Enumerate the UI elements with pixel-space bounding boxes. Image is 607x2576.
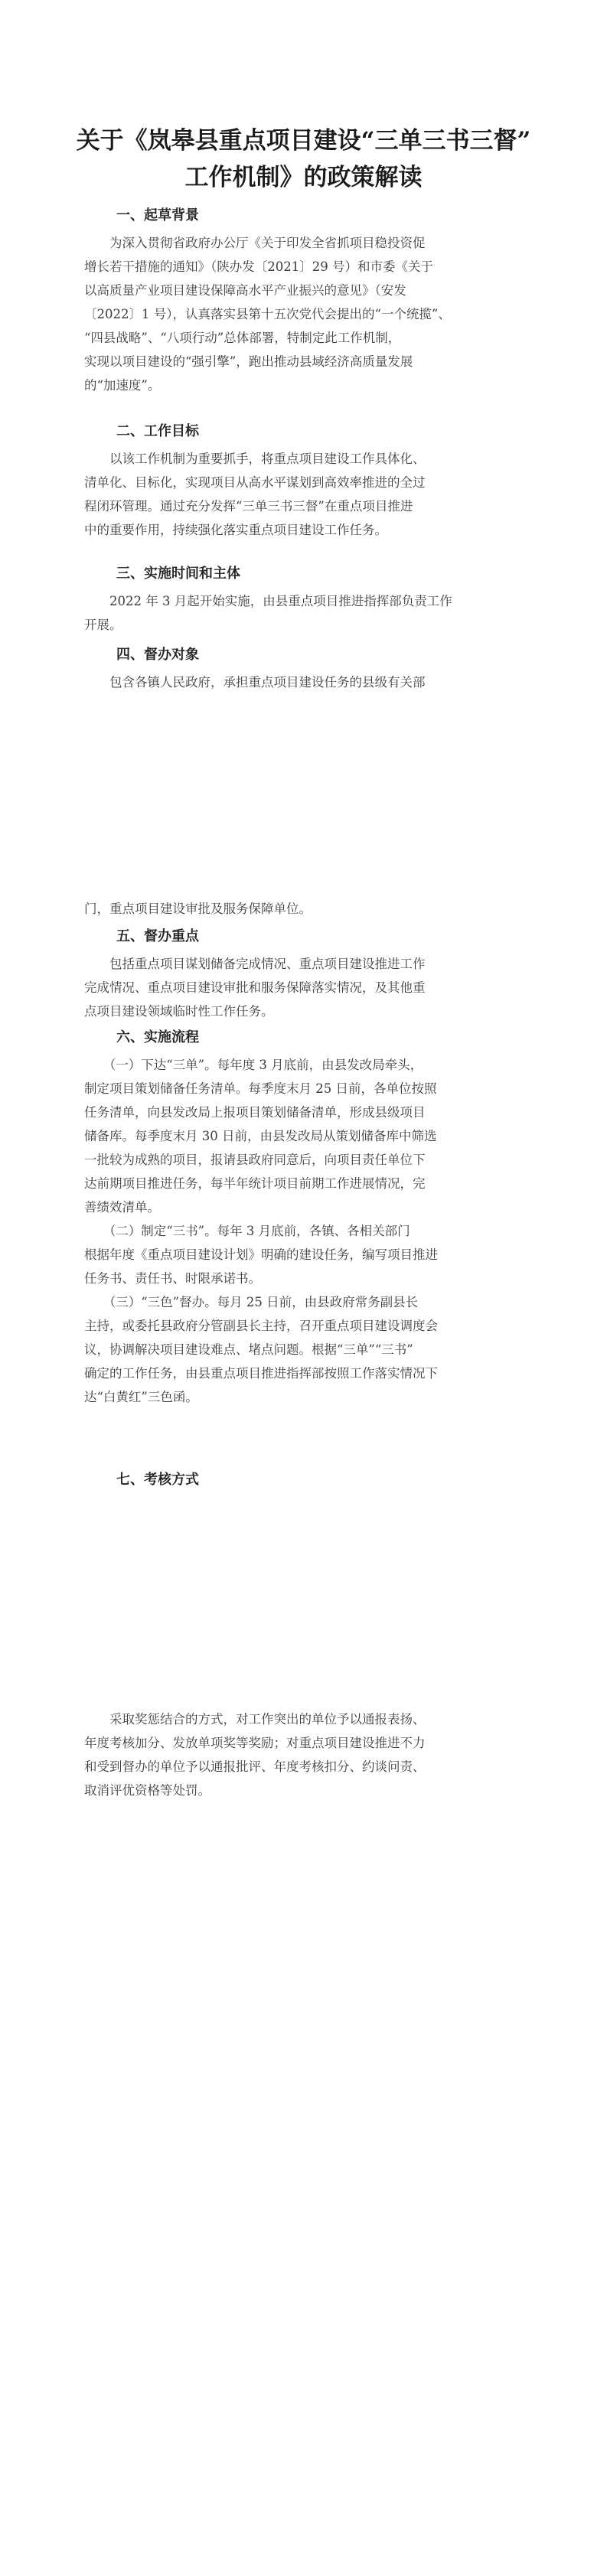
text-line: 以该工作机制为重要抓手，将重点项目建设工作具体化、: [84, 452, 426, 466]
text-line: 取消评优资格等处罚。: [84, 1783, 210, 1798]
text-line: 确定的工作任务，由县重点项目推进指挥部按照工作落实情况下: [84, 1366, 438, 1381]
paragraph-goals: [84, 447, 528, 542]
heading-focus: 五、督办重点: [116, 928, 199, 944]
text-line: 制定项目策划储备任务清单。每季度末月 25 日前，各单位按照: [84, 1081, 437, 1096]
text-line: 和受到督办的单位予以通报批评、年度考核扣分、约谈问责、: [84, 1759, 426, 1774]
text-line: 清单化、目标化，实现项目从高水平谋划到高效率推进的全过: [84, 475, 426, 490]
text-line: 中的重要作用，持续强化落实重点项目建设工作任务。: [84, 523, 387, 537]
text-line: 包括重点项目谋划储备完成情况、重点项目建设推进工作: [84, 957, 426, 971]
text-line: 达前期项目推进任务，每半年统计项目前期工作进展情况，完: [84, 1176, 426, 1191]
heading-assessment: 七、考核方式: [116, 1472, 199, 1488]
text-line: 实现以项目建设的“强引擎”，跑出推动县域经济高质量发展: [84, 354, 413, 369]
paragraph-focus: [84, 952, 528, 1023]
text-line: 议，协调解决项目建设难点、堵点问题。根据“三单”“三书”: [84, 1342, 413, 1357]
heading-targets: 四、督办对象: [116, 647, 199, 663]
text-line: （三）“三色”督办。每月 25 日前，由县政府常务副县长: [84, 1295, 419, 1309]
text-line: 增长若干措施的通知》（陕办发〔2021〕29 号）和市委《关于: [84, 259, 433, 274]
text-line: 善绩效清单。: [84, 1200, 160, 1215]
paragraph-targets-part1: [84, 670, 528, 694]
text-line: 任务清单，向县发改局上报项目策划储备清单，形成县级项目: [84, 1105, 426, 1120]
text-line: 达“白黄红”三色函。: [84, 1390, 198, 1404]
paragraph-background: [84, 231, 528, 397]
text-line: 一批较为成熟的项目，报请县政府同意后，向项目责任单位下: [84, 1153, 426, 1167]
document-title: [61, 122, 546, 196]
heading-process: 六、实施流程: [116, 1029, 199, 1045]
text-line: “四县战略”、“八项行动”总体部署，特制定此工作机制，: [84, 331, 401, 345]
text-line: 任务书、责任书、时限承诺书。: [84, 1271, 261, 1286]
text-line: 完成情况、重点项目建设审批和服务保障落实情况，及其他重: [84, 980, 426, 995]
text-line: 储备库。每季度末月 30 日前，由县发改局从策划储备库中筛选: [84, 1129, 437, 1143]
text-line: 为深入贯彻省政府办公厅《关于印发全省抓项目稳投资促: [84, 236, 426, 250]
text-line: 包含各镇人民政府，承担重点项目建设任务的县级有关部: [84, 675, 426, 690]
text-line: 根据年度《重点项目建设计划》明确的建设任务，编写项目推进: [84, 1247, 438, 1262]
heading-timing: 三、实施时间和主体: [116, 566, 240, 582]
text-line: 以高质量产业项目建设保障高水平产业振兴的意见》（安发: [84, 283, 406, 298]
paragraph-targets-part2: [84, 897, 528, 921]
paragraph-process: [84, 1053, 528, 1409]
text-line: 门，重点项目建设审批及服务保障单位。: [84, 902, 312, 916]
text-line: 的“加速度”。: [84, 378, 161, 393]
text-line: 开展。: [84, 618, 122, 632]
text-line: 程闭环管理。通过充分发挥“三单三书三督”在重点项目推进: [84, 499, 413, 514]
paragraph-assessment: [84, 1707, 528, 1802]
text-line: 点项目建设领域临时性工作任务。: [84, 1004, 274, 1019]
text-line: 主持，或委托县政府分管副县长主持，召开重点项目建设调度会: [84, 1319, 438, 1333]
text-line: （一）下达“三单”。每年度 3 月底前，由县发改局牵头，: [84, 1058, 423, 1072]
paragraph-timing: [84, 589, 528, 637]
title-line-1: 关于《岚皋县重点项目建设“三单三书三督”: [76, 127, 531, 155]
text-line: （二）制定“三书”。每年 3 月底前，各镇、各相关部门: [84, 1224, 410, 1238]
text-line: 〔2022〕1 号），认真落实县第十五次党代会提出的“一个统揽”、: [84, 307, 451, 321]
heading-background: 一、起草背景: [116, 207, 199, 223]
heading-goals: 二、工作目标: [116, 423, 199, 439]
text-line: 年度考核加分、发放单项奖等奖励；对重点项目建设推进不力: [84, 1736, 426, 1750]
text-line: 采取奖惩结合的方式，对工作突出的单位予以通报表扬、: [84, 1712, 426, 1727]
title-line-2: 工作机制》的政策解读: [184, 164, 423, 191]
text-line: 2022 年 3 月起开始实施，由县重点项目推进指挥部负责工作: [84, 594, 452, 608]
